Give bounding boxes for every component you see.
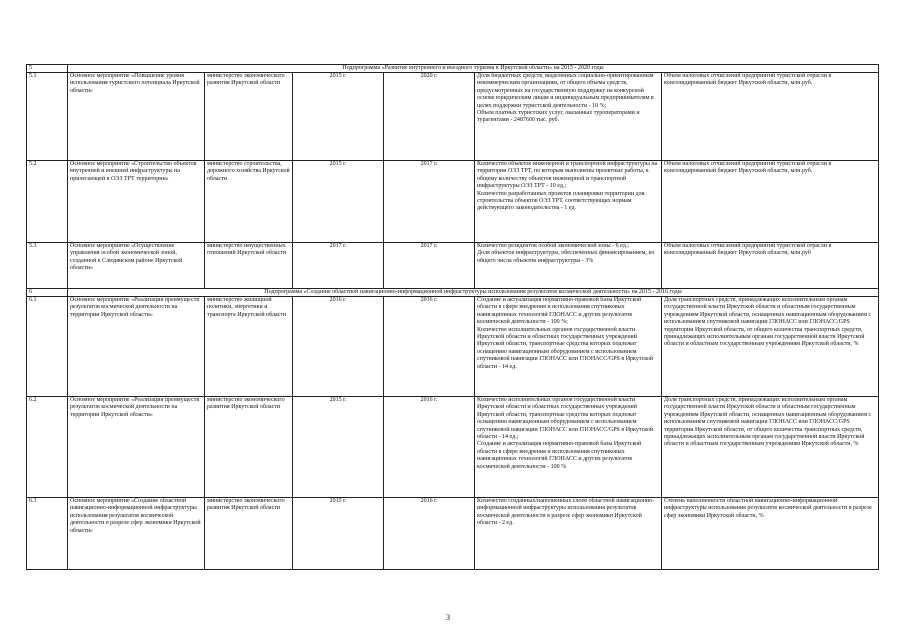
- event-cell: Основное мероприятие «Повышение уровня использования туристского потенциала Иркутской области»: [68, 73, 205, 161]
- executor-cell: министерство имущественных отношений Иркутской области: [205, 243, 293, 289]
- section-title: Подпрограмма «Создание областной навигационно-информационной инфраструктуры использования результатов космической деятельности» на 2015 - 2016 годы: [68, 289, 879, 297]
- section-number: 6: [27, 289, 68, 297]
- end-year-cell: 2017 г.: [384, 161, 475, 243]
- start-year-cell: 2015 г.: [293, 161, 384, 243]
- row-number: 5.1: [27, 73, 68, 161]
- row-number: 5.3: [27, 243, 68, 289]
- page-number: 3: [446, 613, 450, 622]
- table-row: [27, 397, 879, 498]
- start-year-cell: 2015 г.: [293, 73, 384, 161]
- row-number: 6.1: [27, 297, 68, 397]
- start-year-cell: 2017 г.: [293, 243, 384, 289]
- target-indicator-cell: Доля транспортных средств, принадлежащих исполнительным органам государственной власти Иркутской области и областным государственным учреждениям Иркутской области, оснащенных навигационным оборудованием с использованием спутниковой навигации ГЛОНАСС или ГЛОНАСС/GPS территории Иркутской области, от общего количества транспортных средств, принадлежащих исполнительным органам государственной власти Иркутской области и областным государственным учреждениям Иркутской области, %: [662, 297, 879, 397]
- indicators-cell: Количество объектов инженерной и транспортной инфраструктуры на территории ОЭЗ ТРТ, по которым выполнены проектные работы, к общему количеству объектов инженерной и транспортной инфраструктуры ОЭЗ ТРТ - 10 ед.; Количество разработанных проектов планировки территории для строительства объектов ОЭЗ ТРТ, соответствующих нормам действующего законодательства - 1 ед.: [475, 161, 662, 243]
- target-indicator-cell: Объем налоговых отчислений предприятий туристской отрасли в консолидированный бюджет Иркутской области, млн.руб.: [662, 73, 879, 161]
- section-title: Подпрограмма «Развитие внутреннего и въездного туризма в Иркутской области» на 2015 - 2020 годы: [68, 65, 879, 73]
- executor-cell: министерство жилищной политики, энергетики и транспорта Иркутской области: [205, 297, 293, 397]
- event-cell: Основное мероприятие «Создание областной навигационно-информационной инфраструктуры использования результатов космической деятельности в разрезе сфер экономики Иркутской области»: [68, 498, 205, 570]
- target-indicator-cell: Объем налоговых отчислений предприятий туристской отрасли в консолидированный бюджет Иркутской области, млн.руб.: [662, 161, 879, 243]
- indicators-cell: Количество исполнительных органов государственной власти Иркутской области и областных государственных учреждений Иркутской области, транспортные средства которых подлежат оснащению навигационным оборудованием с использованием спутниковой навигации ГЛОНАСС или ГЛОНАСС/GPS в Иркутской области - 14 ед.; Создание и актуализация нормативно-правовой базы Иркутской области в сфере внедрения и использования спутниковых навигационных технологий ГЛОНАСС и других результатов космической деятельности - 100 %: [475, 397, 662, 498]
- program-events-table: [26, 64, 879, 570]
- target-indicator-cell: Степень наполненности областной навигационно-информационной инфраструктуры использования результатов космической деятельности в разрезе сфер экономики Иркутской области, %: [662, 498, 879, 570]
- end-year-cell: 2016 г.: [384, 498, 475, 570]
- event-cell: Основное мероприятие «Реализация преимуществ результатов космической деятельности на территории Иркутской области»: [68, 397, 205, 498]
- indicators-cell: Количество созданных/наполненных слоев областной навигационно-информационной инфраструктуры использования результатов космической деятельности в разрезе сфер экономики Иркутской области - 2 ед.: [475, 498, 662, 570]
- table-row: [27, 498, 879, 570]
- end-year-cell: 2016 г.: [384, 297, 475, 397]
- row-number: 5.2: [27, 161, 68, 243]
- table-row: [27, 243, 879, 289]
- target-indicator-cell: Доля транспортных средств, принадлежащих исполнительным органам государственной власти Иркутской области и областным государственным учреждениям Иркутской области, оснащенных навигационным оборудованием с использованием спутниковой навигации ГЛОНАСС или ГЛОНАСС/GPS территории Иркутской области, от общего количества транспортных средств, принадлежащих исполнительным органам государственной власти Иркутской области и областным государственным учреждениям Иркутской области, %: [662, 397, 879, 498]
- executor-cell: министерство строительства, дорожного хозяйства Иркутской области: [205, 161, 293, 243]
- row-number: 6.2: [27, 397, 68, 498]
- event-cell: Основное мероприятие «Осуществление управления особой экономической зоной, созданной в Слюдянском районе Иркутской области»: [68, 243, 205, 289]
- section-header-row: [27, 289, 879, 297]
- indicators-cell: Доля бюджетных средств, выделенных социально-ориентированным некоммерческим организациям, от общего объема средств, предусмотренных на государственную поддержку на конкурсной основе юридическим лицам и индивидуальным предпринимателям в целях поддержки туристской деятельности - 10 %; Объем платных туристских услуг, оказанных туроператорами и турагентами - 2487600 тыс. руб.: [475, 73, 662, 161]
- start-year-cell: 2015 г.: [293, 498, 384, 570]
- table-row: [27, 297, 879, 397]
- section-number: 5: [27, 65, 68, 73]
- executor-cell: министерство экономического развития Иркутской области: [205, 498, 293, 570]
- executor-cell: министерство экономического развития Иркутской области: [205, 73, 293, 161]
- target-indicator-cell: Объем налоговых отчислений предприятий туристской отрасли в консолидированный бюджет Иркутской области, млн.руб: [662, 243, 879, 289]
- event-cell: Основное мероприятие «Строительство объектов внутренней и внешней инфраструктуры на прилегающей к ОЭЗ ТРТ территории»: [68, 161, 205, 243]
- executor-cell: министерство экономического развития Иркутской области: [205, 397, 293, 498]
- event-cell: Основное мероприятие «Реализация преимуществ результатов космической деятельности на территории Иркутской области»: [68, 297, 205, 397]
- row-number: 6.3: [27, 498, 68, 570]
- end-year-cell: 2020 г.: [384, 73, 475, 161]
- indicators-cell: Создание и актуализация нормативно-правовой базы Иркутской области в сфере внедрения и использования спутниковых навигационных технологий ГЛОНАСС и других результатов космической деятельности - 100 %; Количество исполнительных органов государственной власти Иркутской области и областных государственных учреждений Иркутской области, транспортные средства которых подлежат оснащению навигационным оборудованием с использованием спутниковой навигации ГЛОНАСС или ГЛОНАСС/GPS в Иркутской области - 14 ед.: [475, 297, 662, 397]
- indicators-cell: Количество резидентов особой экономической зоны - 6 ед.; Доля объектов инфраструктуры, обеспеченных финансированием, из общего числа объектов инфраструктуры - 3%: [475, 243, 662, 289]
- table-row: [27, 73, 879, 161]
- end-year-cell: 2017 г.: [384, 243, 475, 289]
- section-header-row: [27, 65, 879, 73]
- start-year-cell: 2016 г.: [293, 297, 384, 397]
- start-year-cell: 2015 г.: [293, 397, 384, 498]
- end-year-cell: 2016 г.: [384, 397, 475, 498]
- table-row: [27, 161, 879, 243]
